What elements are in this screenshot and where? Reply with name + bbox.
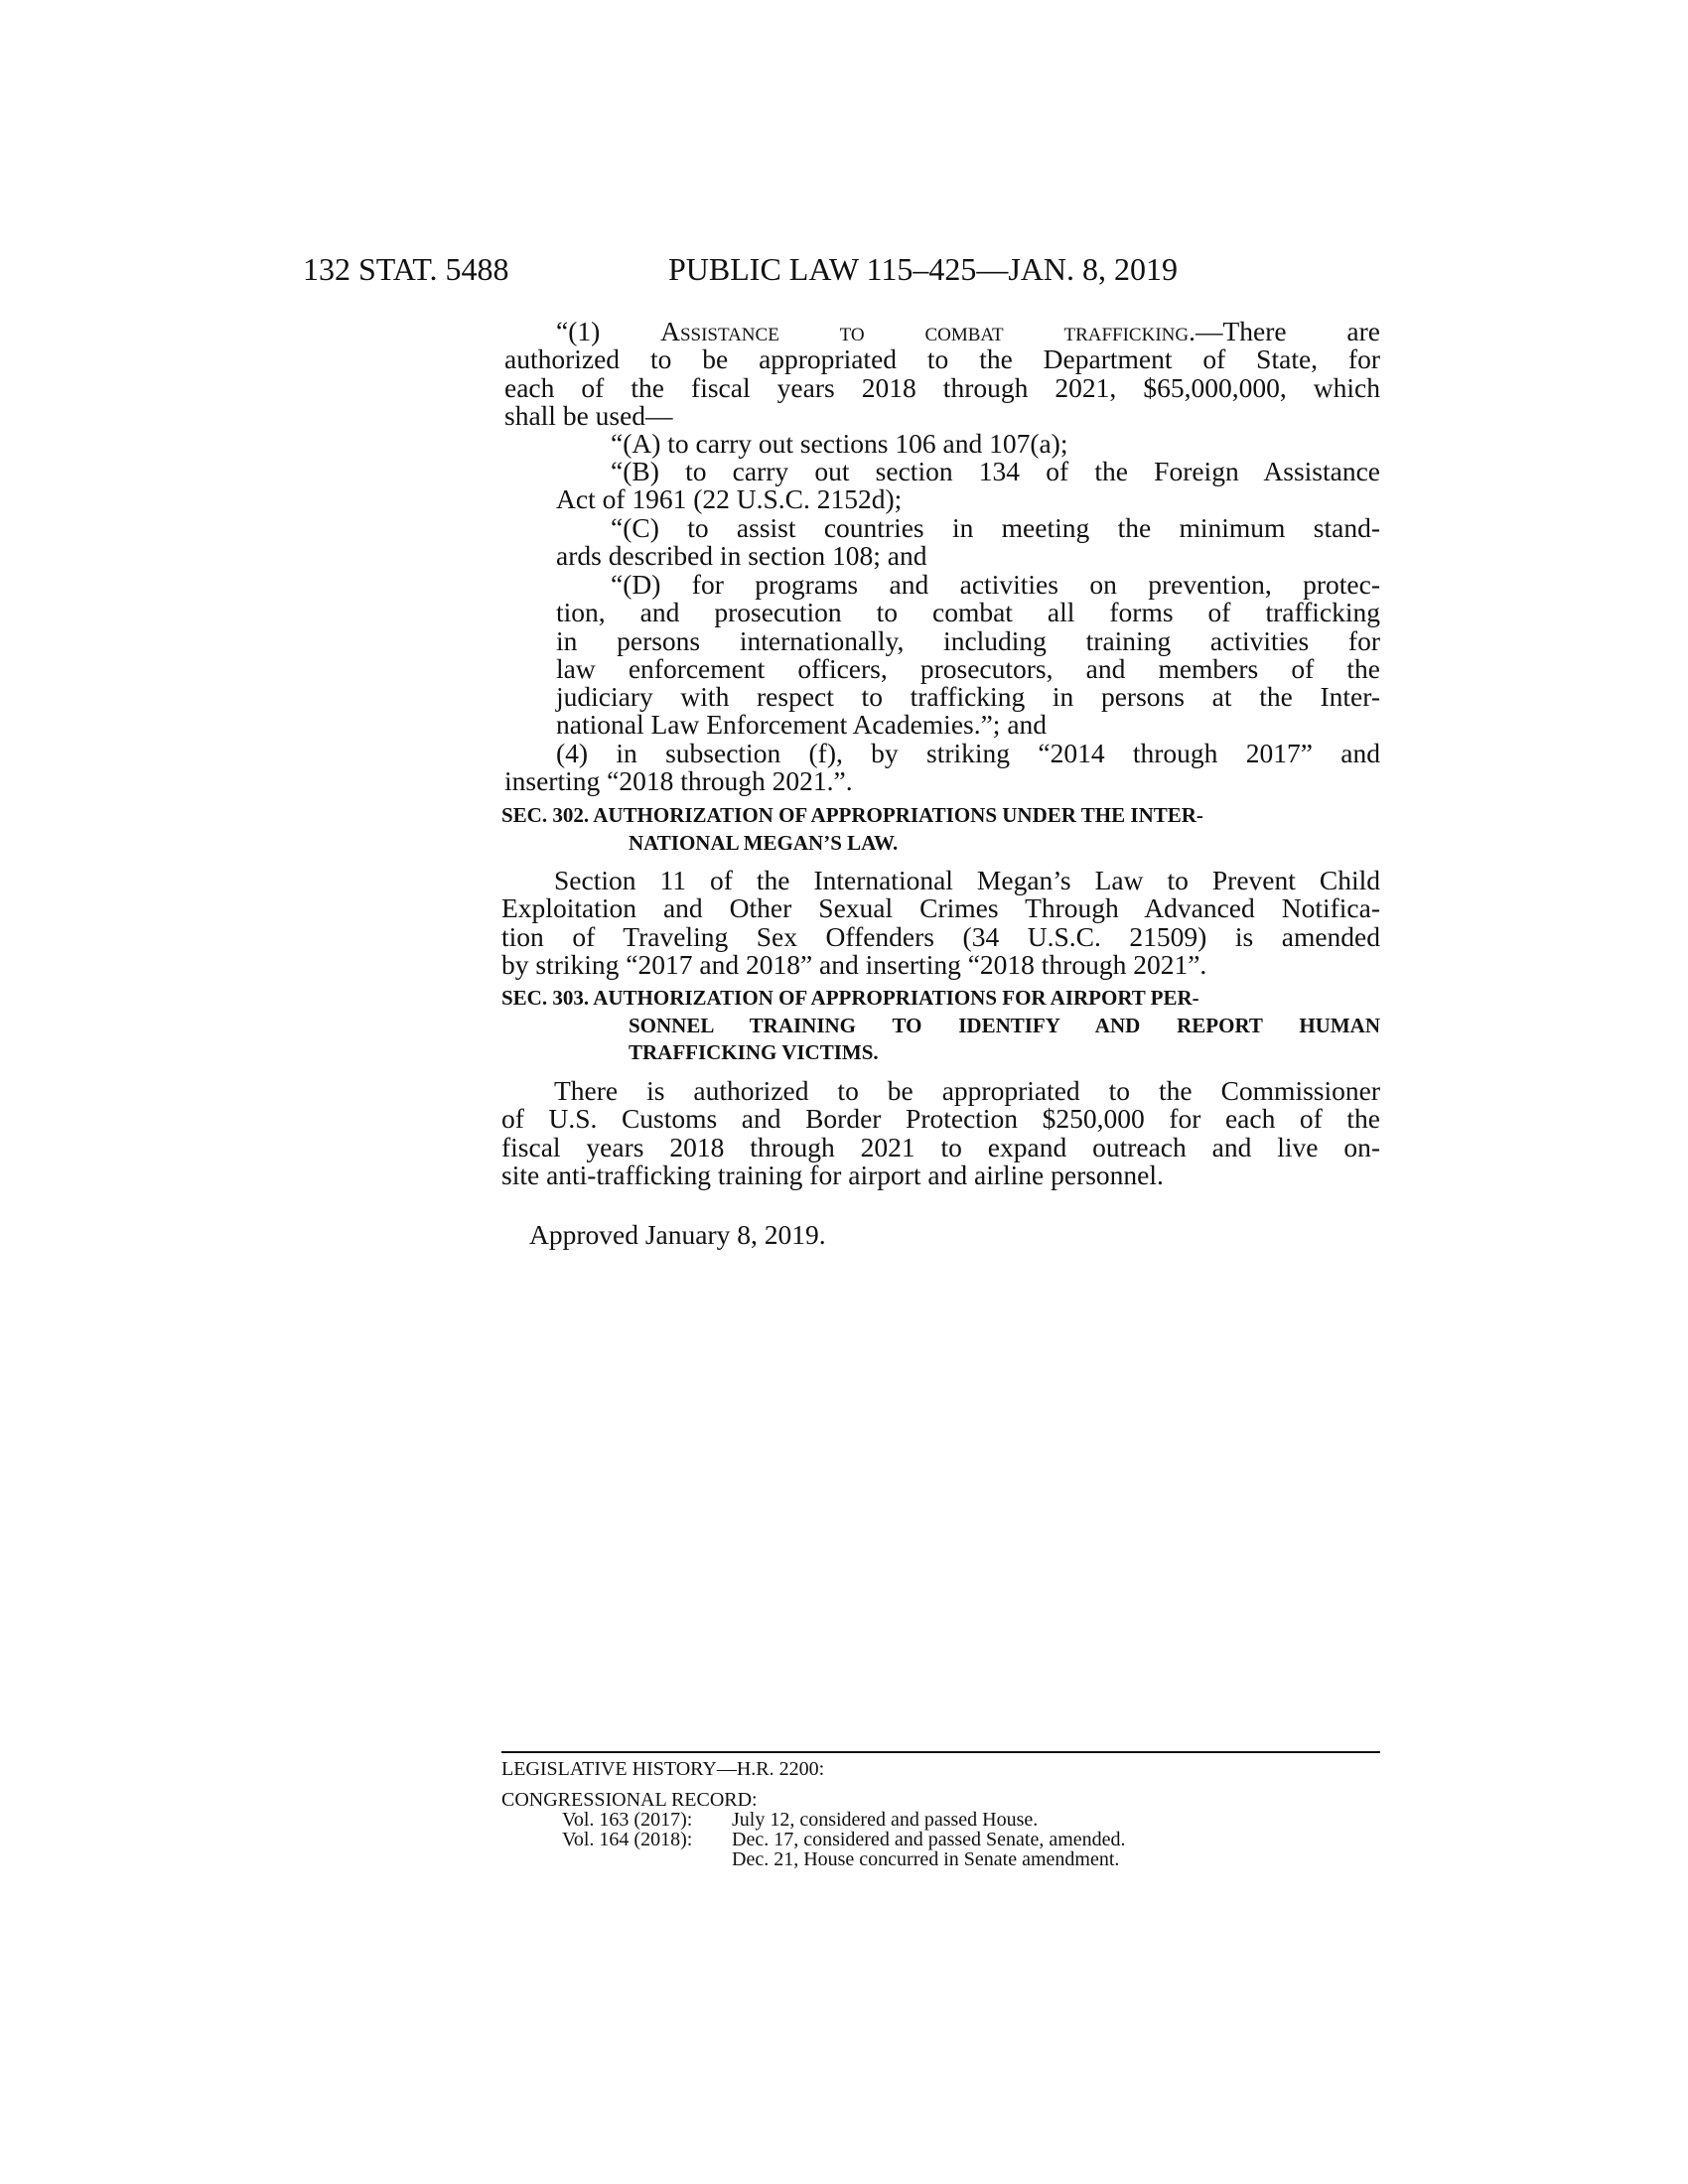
section-302-heading: SEC. 302. AUTHORIZATION OF APPROPRIATIONS UNDER THE INTER- NATIONAL MEGAN’S LAW. — [501, 803, 1203, 855]
vol-164-label: Vol. 164 (2018): — [562, 1829, 693, 1850]
statute-page-number: 132 STAT. 5488 — [303, 251, 509, 287]
subparagraph-c: “(C) to assist countries in meeting the minimum stand- ards described in section 108; and — [556, 512, 1380, 572]
public-law-title: PUBLIC LAW 115–425—JAN. 8, 2019 — [668, 251, 1178, 287]
section-302-body: Section 11 of the International Megan’s Law to Prevent Child Exploitation and Other Sexual Crimes Through Advanced Notifica- tion of Traveling Sex Offenders (34 U.S.C. 21509) is amended by striking “2017 and 2018” and inserting “2018 through 2021”. — [501, 865, 1380, 980]
paragraph-4: (4) in subsection (f), by striking “2014 through 2017” and inserting “2018 through 2021.”. — [504, 738, 1380, 797]
subparagraph-b: “(B) to carry out section 134 of the Foreign Assistance Act of 1961 (22 U.S.C. 2152d); — [556, 456, 1380, 515]
paragraph-heading: Assistance to combat trafficking — [660, 316, 1190, 346]
vol-164-entry: Dec. 17, considered and passed Senate, amended. — [732, 1829, 1126, 1850]
section-303-heading: SEC. 303. AUTHORIZATION OF APPROPRIATIONS FOR AIRPORT PER- SONNEL TRAINING TO IDENTIFY AND REPORT HUMAN TRAFFICKING VICTIMS. — [501, 986, 1380, 1064]
section-303-body: There is authorized to be appropriated to the Commissioner of U.S. Customs and Border Protection $250,000 for each of the fiscal years 2018 through 2021 to expand outreach and live on- site anti-trafficking training for airport and airline personnel. — [501, 1075, 1380, 1190]
legislative-history-heading: LEGISLATIVE HISTORY—H.R. 2200: — [501, 1758, 825, 1780]
congressional-record-heading: CONGRESSIONAL RECORD: — [501, 1789, 758, 1811]
footnote-divider — [501, 1751, 1380, 1753]
paragraph-assistance-to-combat-trafficking: “(1) Assistance to combat trafficking.—There are authorized to be appropriated to the Department of State, for each of the fiscal years 2018 through 2021, $65,000,000, which shall be used— — [504, 316, 1381, 431]
subparagraph-a: “(A) to carry out sections 106 and 107(a); — [611, 428, 1068, 459]
subparagraph-d: “(D) for programs and activities on prevention, protec- tion, and prosecution to combat all forms of trafficking in persons internationally, including training activities for law enforcement officers, prosecutors, and members of the judiciary with respect to trafficking in persons at the Inter- national Law Enforcement Academies.”; and — [556, 569, 1380, 741]
vol-164-entry-2: Dec. 21, House concurred in Senate amendment. — [732, 1848, 1120, 1870]
approval-date: Approved January 8, 2019. — [529, 1219, 826, 1250]
vol-163-label: Vol. 163 (2017): — [562, 1809, 693, 1831]
vol-163-entry: July 12, considered and passed House. — [732, 1809, 1039, 1831]
page-header — [303, 251, 1380, 291]
